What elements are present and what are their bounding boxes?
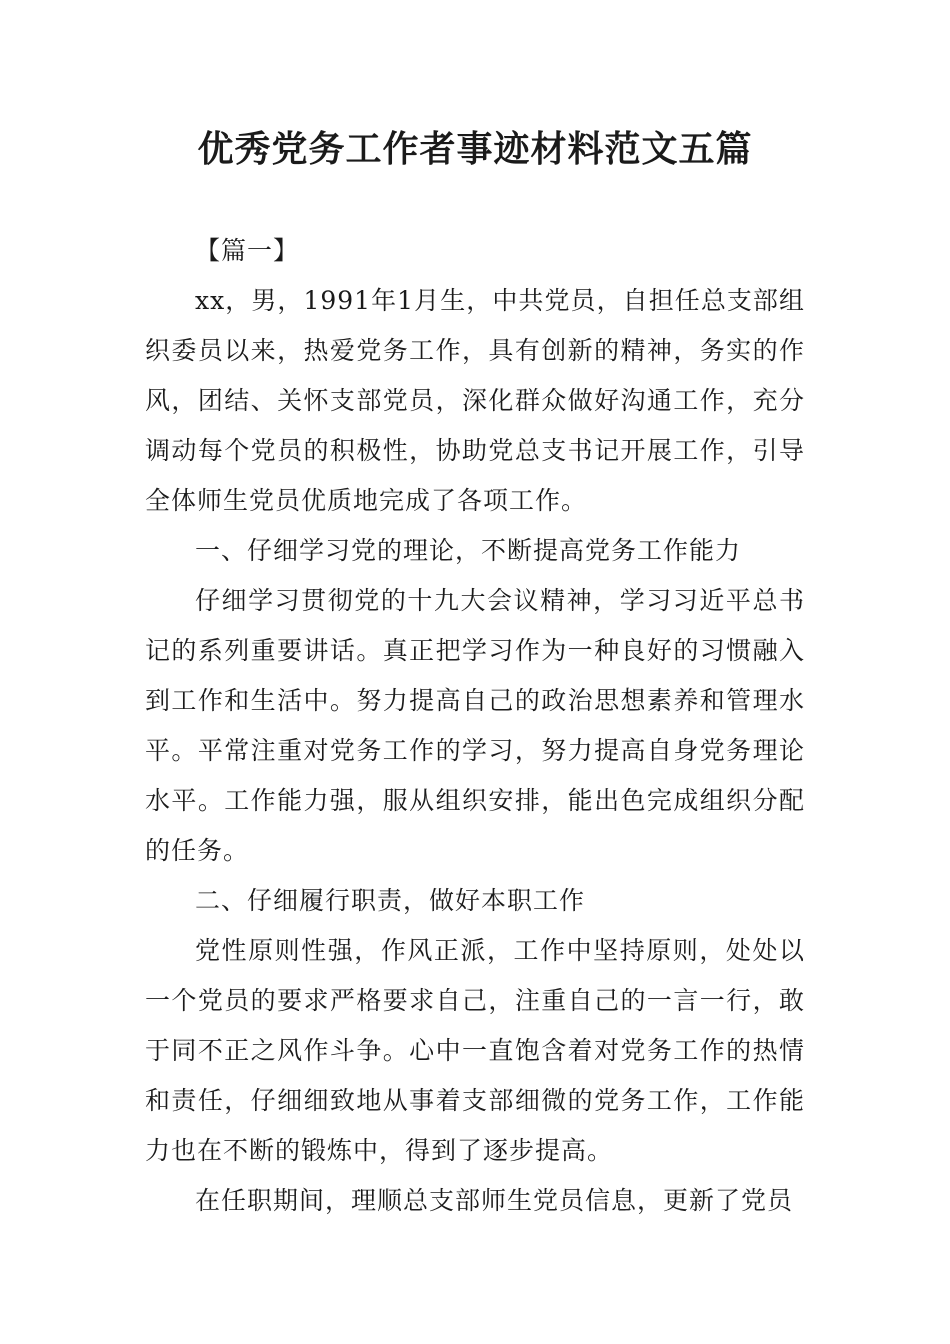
paragraph-study: 仔细学习贯彻党的十九大会议精神，学习习近平总书记的系列重要讲话。真正把学习作为一种良好的习惯融入到工作和生活中。努力提高自己的政治思想素养和管理水平。平常注重对党务工作的学习，努力提高自身党务理论水平。工作能力强，服从组织安排，能出色完成组织分配的任务。 — [145, 586, 805, 865]
heading-one: 一、仔细学习党的理论，不断提高党务工作能力 — [195, 536, 742, 565]
paragraph-intro: xx，男，1991年1月生，中共党员，自担任总支部组织委员以来，热爱党务工作，具有创新的精神，务实的作风，团结、关怀支部党员，深化群众做好沟通工作，充分调动每个党员的积极性，协助党总支书记开展工作，引导全体师生党员优质地完成了各项工作。 — [145, 286, 805, 515]
section-label: 【篇一】 — [195, 236, 300, 265]
paragraph-tenure: 在任职期间，理顺总支部师生党员信息，更新了党员 — [195, 1186, 794, 1215]
document-title: 优秀党务工作者事迹材料范文五篇 — [197, 129, 753, 170]
document-body — [145, 226, 805, 1226]
paragraph-duty: 党性原则性强，作风正派，工作中坚持原则，处处以一个党员的要求严格要求自己，注重自己的一言一行，敢于同不正之风作斗争。心中一直饱含着对党务工作的热情和责任，仔细细致地从事着支部细微的党务工作，工作能力也在不断的锻炼中，得到了逐步提高。 — [145, 936, 805, 1165]
heading-two: 二、仔细履行职责，做好本职工作 — [195, 886, 586, 915]
